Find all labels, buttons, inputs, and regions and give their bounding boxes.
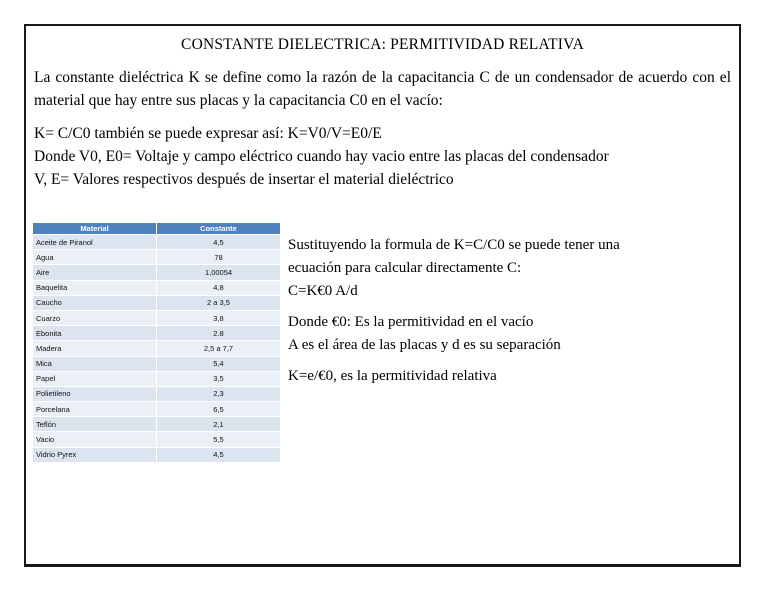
material-cell: Caucho bbox=[33, 295, 157, 310]
side-line: K=e/€0, es la permitividad relativa bbox=[288, 368, 497, 384]
material-cell: Cuarzo bbox=[33, 310, 157, 325]
constant-cell: 2,3 bbox=[157, 386, 281, 401]
table-row bbox=[33, 280, 281, 295]
material-cell: Vacio bbox=[33, 432, 157, 447]
side-line: A es el área de las placas y d es su separación bbox=[288, 337, 561, 353]
material-cell: Polietileno bbox=[33, 386, 157, 401]
constant-cell: 2,5 a 7,7 bbox=[157, 341, 281, 356]
formula-line: K= C/C0 también se puede expresar así: K=V0/V=E0/E bbox=[34, 125, 382, 142]
column-header-constante: Constante bbox=[157, 223, 281, 235]
material-cell: Papel bbox=[33, 371, 157, 386]
constant-cell: 3,5 bbox=[157, 371, 281, 386]
constant-cell: 3,8 bbox=[157, 310, 281, 325]
side-explanation bbox=[288, 234, 728, 388]
material-cell: Mica bbox=[33, 356, 157, 371]
constant-cell: 78 bbox=[157, 250, 281, 265]
table-body bbox=[33, 235, 281, 463]
table-row bbox=[33, 310, 281, 325]
constant-cell: 1,00054 bbox=[157, 265, 281, 280]
side-line: C=K€0 A/d bbox=[288, 283, 358, 299]
material-cell: Porcelana bbox=[33, 402, 157, 417]
slide-frame bbox=[24, 24, 741, 567]
material-cell: Aceite de Piranol bbox=[33, 235, 157, 250]
spacer bbox=[288, 303, 728, 311]
constant-cell: 5,5 bbox=[157, 432, 281, 447]
spacer bbox=[288, 357, 728, 365]
side-line: Donde €0: Es la permitividad en el vacío bbox=[288, 314, 534, 330]
constant-cell: 6,5 bbox=[157, 402, 281, 417]
page-title: CONSTANTE DIELECTRICA: PERMITIVIDAD RELATIVA bbox=[181, 36, 584, 53]
table-row bbox=[33, 402, 281, 417]
constant-cell: 4,5 bbox=[157, 235, 281, 250]
dielectric-table bbox=[32, 222, 281, 463]
material-cell: Madera bbox=[33, 341, 157, 356]
table-row bbox=[33, 356, 281, 371]
table-row bbox=[33, 386, 281, 401]
table-row bbox=[33, 447, 281, 462]
side-line: Sustituyendo la formula de K=C/C0 se puede tener una bbox=[288, 237, 620, 253]
table-row bbox=[33, 250, 281, 265]
formula-line: V, E= Valores respectivos después de insertar el material dieléctrico bbox=[34, 171, 454, 188]
material-cell: Agua bbox=[33, 250, 157, 265]
table-header-row bbox=[33, 223, 281, 235]
material-cell: Aire bbox=[33, 265, 157, 280]
table-row bbox=[33, 341, 281, 356]
dielectric-table-wrapper bbox=[32, 222, 281, 463]
formula-line: Donde V0, E0= Voltaje y campo eléctrico cuando hay vacio entre las placas del condensador bbox=[34, 148, 609, 165]
constant-cell: 2.8 bbox=[157, 326, 281, 341]
constant-cell: 4,8 bbox=[157, 280, 281, 295]
material-cell: Vidrio Pyrex bbox=[33, 447, 157, 462]
table-row bbox=[33, 295, 281, 310]
side-line: ecuación para calcular directamente C: bbox=[288, 260, 522, 276]
table-row bbox=[33, 432, 281, 447]
table-row bbox=[33, 326, 281, 341]
formula-paragraph bbox=[34, 122, 731, 191]
table-row bbox=[33, 235, 281, 250]
material-cell: Ebonita bbox=[33, 326, 157, 341]
table-row bbox=[33, 417, 281, 432]
table-row bbox=[33, 265, 281, 280]
intro-paragraph: La constante dieléctrica K se define como la razón de la capacitancia C de un condensador de acuerdo con el material que hay entre sus placas y la capacitancia C0 en el vacío: bbox=[34, 69, 731, 109]
constant-cell: 5,4 bbox=[157, 356, 281, 371]
table-row bbox=[33, 371, 281, 386]
constant-cell: 2 a 3,5 bbox=[157, 295, 281, 310]
constant-cell: 2,1 bbox=[157, 417, 281, 432]
column-header-material: Material bbox=[33, 223, 157, 235]
constant-cell: 4,5 bbox=[157, 447, 281, 462]
material-cell: Teflón bbox=[33, 417, 157, 432]
material-cell: Baquelita bbox=[33, 280, 157, 295]
